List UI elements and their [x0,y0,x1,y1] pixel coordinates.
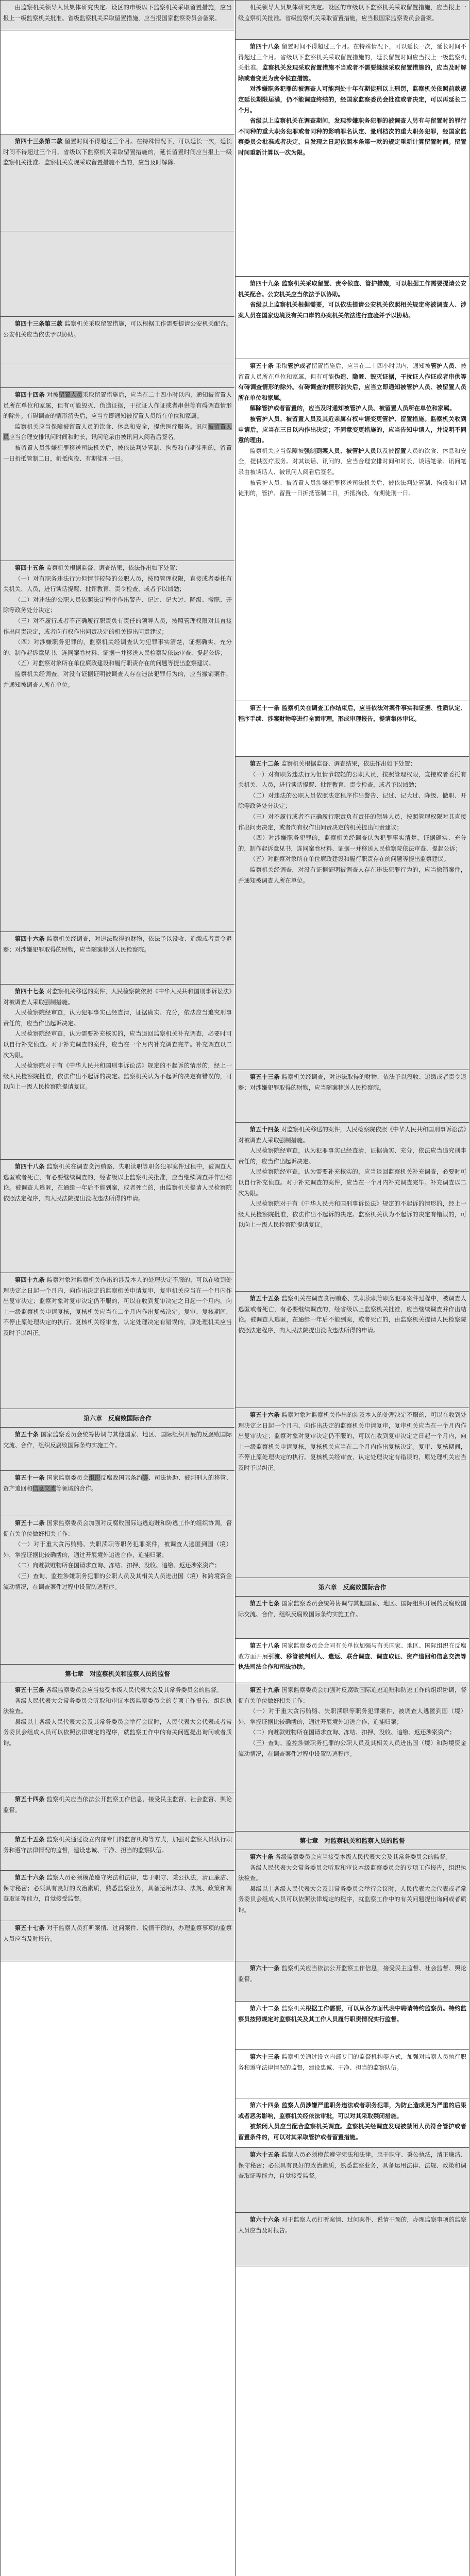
article-paragraph [3,443,232,464]
article-number: 第六十五条 [249,2151,280,2158]
article-text: 第六章 反腐败国际合作 [318,1584,387,1591]
article-number: 第五十六条 [249,1411,280,1418]
article-paragraph [238,1124,466,1145]
article-paragraph [238,1862,466,1884]
article-paragraph [238,1582,466,1593]
amended-law-column [235,0,469,2576]
article-number: 被管护人员、被留置人员及其近亲属有权申请变更管护、留置措施。监察机关收到申请后，应当在三日以内作出决定；不同意变更措施的，应当告知申请人，并说明不同意的理由。 [238,415,466,444]
article-text: （一）对于重大贪污贿赂、失职渎职等职务犯罪案件，被调查人逃匿到国（境）外，掌握证据比较确凿的，通过开展境外追逃合作，追捕归案； [3,1540,232,1558]
article-text: （二）向赃款赃物所在国请求查询、冻结、扣押、没收、追缴、返还涉案资产； [249,1728,456,1736]
left-row-9 [1,984,234,1159]
left-row-20 [1,1870,234,1921]
article-number: 第五十一条 [249,704,280,711]
article-text: 第六章 反腐败国际合作 [83,1415,152,1422]
right-row-19 [236,2098,469,2147]
left-row-2 [1,134,234,231]
article-text: 各级人民代表大会常务委员会听取和审议本级监察委员会的专项工作报告，组织执法检查。 [238,1863,466,1882]
original-law-column [0,0,234,2576]
article-paragraph [238,2149,466,2181]
article-text: 监察机关根据监督、调查结果，依法作出如下处置： [279,760,416,767]
article-text: 各级人民代表大会常务委员会听取和审议本级监察委员会的专项工作报告，组织执法检查。 [3,1697,232,1715]
article-paragraph [238,414,466,446]
article-text: 监察机关应当保障被 [249,447,304,454]
article-paragraph [238,41,466,83]
article-paragraph [3,1539,232,1560]
article-number: 对涉嫌职务犯罪的被调查人可能判处十年有期徒刑以上刑罚，监察机关依照前款规定延长期限届满，仍不能调查终结的，经国家监察委员会批准或者决定，可以再延长二个月。 [238,85,466,114]
right-row-17 [236,2001,469,2049]
article-number: 监察机关发现采取留置措施不当或者不需要继续采取留置措施的，应当及时解除或者变更为责令候查措施。 [238,64,466,82]
right-row-4 [236,701,469,756]
article-text: （三）查询、监控涉嫌职务犯罪的公职人员及其相关人员进出国（境）和跨境资金流动情况，在调查案件过程中设置防逃程序。 [3,1572,232,1590]
article-paragraph [238,1963,466,1984]
left-row-1 [1,30,234,134]
left-row-12 [1,1409,234,1427]
article-paragraph [3,658,232,669]
right-row-5 [236,756,469,1070]
left-row-18 [1,1792,234,1832]
article-paragraph [3,1669,232,1680]
article-text: 监察机关根据监督、调查结果，依法作出如下处置： [44,564,181,571]
article-number: 管护或者 [288,362,312,369]
article-number: 监察机关采取留置、责令候查、管护措施，可以根据工作需要提请公安机关配合。公安机关应当依法予以协助。 [238,280,466,298]
article-paragraph [3,1696,232,1717]
article-paragraph [3,934,232,955]
article-paragraph [238,1836,466,1846]
article-text: 监察机关在调查贪污贿赂、失职渎职等职务犯罪案件过程中，被调查人逃匿或者死亡，有必要继续调查的，经省级以上监察机关批准，应当继续调查并作出结论。被调查人逃匿，在通缉一年后不能到案，或者死亡的，由监察机关提请人民检察院依照法定程序，向人民法院提出没收违法所得的申请。 [3,1163,232,1202]
left-row-16 [1,1664,234,1683]
article-number: 第四十五条 [14,564,44,571]
article-text: 监察机关应当依法公开监察工作信息，接受民主监督、社会监督、舆论监督。 [3,1795,232,1814]
left-row-13 [1,1427,234,1470]
left-row-5 [1,364,234,387]
right-row-9 [236,1408,469,1578]
article-number: 第五十条 [14,1431,39,1438]
article-number: 第五十七条 [14,1924,45,1931]
article-text: 对监察机关移送的案件，人民检察院依照《中华人民共和国刑事诉讼法》对被调查人采取强制措施。 [238,1126,466,1144]
article-text: 人民检察院经审查，认为需要补充核实的，应当退回监察机关补充调查，必要时可以自行补充侦查。对于补充调查的案件，应当在一个月内补充调查完毕。补充调查以二次为限。 [3,1030,232,1059]
article-number: 第五十二条 [249,760,279,767]
left-row-21 [1,1921,234,1961]
article-paragraph [238,2,466,23]
article-number: 根据工作需要，可以从各方面代表中聘请特约监察员。特约监察员按照规定对监察机关及其工作人员履行职责情况实行监督。 [238,2005,466,2023]
article-paragraph [238,2003,466,2024]
left-row-8 [1,931,234,984]
article-number: 管护人员、 [430,362,461,369]
article-text: 县级以上各级人民代表大会及其常务委员会举行会议时，人民代表大会代表或者常务委员会组成人员可以依照法律规定的程序，就监察工作中的有关问题提出询问或者质询。 [238,1885,466,1913]
article-paragraph [3,1429,232,1450]
right-row-11 [236,1596,469,1638]
article-number: 第五十一条 [14,1474,45,1481]
article-text: 以及被 [376,447,395,454]
article-paragraph [238,361,466,403]
article-text: （三）对不履行或者不正确履行职责负有责任的领导人员，按照管理权限对其直接作出问责决定，或者向有权作出问责决定的机关提出问责建议； [3,617,232,635]
article-text: 由监察机关领导人员集体研究决定。设区的市级以下监察机关采取留置措施，应当报上一级监察机关批准。省级监察机关采取留置措施，应当报国家监察委员会备案。 [3,4,232,22]
article-text: 监察机关采取留置措施，可以根据工作需要提请公安机关配合。公安机关应当依法予以协助。 [3,320,232,338]
article-number: 第五十八条 [249,1642,280,1649]
right-row-18 [236,2049,469,2098]
left-row-14 [1,1470,234,1516]
article-paragraph [3,573,232,595]
article-text: 监察机关 [279,2005,306,2012]
article-paragraph [238,1410,466,1473]
article-number: 第四十八条 [249,43,280,50]
article-paragraph [3,1923,232,1944]
article-text: 监察机关经调查，对没有证据证明被调查人存在违法犯罪行为的，应当撤销案件，并通知被调查人所在单位。 [3,670,232,688]
article-paragraph [3,1413,232,1424]
article-paragraph [238,1884,466,1916]
article-paragraph [238,811,466,833]
article-text: 国家监察委员会统筹协调与其他国家、地区、国际组织开展的反腐败国际交流、合作，组织反腐败国际条约实施工作。 [3,1431,232,1449]
article-text: （一）对有职务违法行为但情节较轻的公职人员，按照管理权限，直接或者委托有关机关、人员，进行谈话提醒、批评教育、责令检查，或者予以诫勉； [3,574,232,593]
right-row-21 [236,2212,469,2266]
article-paragraph [238,2100,466,2121]
article-paragraph [3,669,232,690]
article-text: 人民检察院经审查，认为需要补充核实的，应当退回监察机关补充调查，必要时可以自行补充侦查。对于补充调查的案件，应当在一个月内补充调查完毕。补充调查以二次为限。 [238,1168,466,1197]
article-text: 机关领导人员集体研究决定。设区的市级以下监察机关采取留置措施，应当报上一级监察机关批准。省级监察机关采取留置措施，应当报国家监察委员会备案。 [238,4,466,22]
article-text: 应当合理安排讯问时间和时长，讯问笔录由被讯问人阅看后签名。 [9,433,179,441]
article-text: 监察机关应当保障被留置人员的饮食、休息和安全，提供医疗服务。讯问 [14,422,208,430]
article-number: 第六十一条 [249,1964,280,1972]
article-paragraph [238,446,466,478]
right-row-13 [236,1683,469,1831]
article-text: 监察对象对监察机关作出的涉及本人的处理决定不服的，可以在收到处理决定之日起一个月内，向作出决定的监察机关申请复审，复审机关应当在一个月内作出复审决定；监察对象对复审决定仍不服的，可以在收到复审决定之日起一个月内，向上一级监察机关申请复核，复核机关应当在二个月内作出复核决定。复审、复核期间，不停止原处理决定的执行。复核机关经审查，认定处理决定有错误的，原处理机关应当及时予以纠正。 [238,1411,466,1471]
article-paragraph [238,115,466,158]
article-text: 国家监察委员会加强对反腐败国际追逃追赃和防逃工作的组织协调，督促有关单位做好相关工作： [238,1686,466,1704]
article-paragraph [3,1685,232,1696]
article-paragraph [3,1717,232,1749]
article-number: 第五十九条 [249,1686,280,1693]
article-paragraph [238,1598,466,1619]
article-text: （二）向赃款赃物所在国请求查询、冻结、扣押、没收、追缴、返还涉案资产； [14,1562,221,1569]
article-paragraph [238,1685,466,1706]
article-text: 监察对象对监察机关作出的涉及本人的处理决定不服的，可以在收到处理决定之日起一个月内，向作出决定的监察机关申请复审，复审机关应当在一个月内作出复审决定；监察对象对复审决定仍不服的，可以在收到复审决定之日起一个月内，向上一级监察机关申请复核，复核机关应当在二个月内作出复核决定。复审、复核期间，不停止原处理决定的执行。复核机关经审查，认定处理决定有错误的，原处理机关应当及时予以纠正。 [3,1276,232,1336]
article-text: 采取 [274,362,288,369]
article-paragraph [3,1060,232,1092]
article-paragraph [3,389,232,421]
left-row-19 [1,1832,234,1870]
article-text: 被留置人员涉嫌犯罪移送司法机关后，被依法判处管制、拘役和有期徒刑的，留置一日折抵管制二日，折抵拘役、有期徒刑一日。 [3,444,232,462]
article-paragraph [238,478,466,499]
article-number: 第四十九条 [14,1276,45,1283]
right-row-12 [236,1638,469,1683]
right-row-1 [236,39,469,276]
article-text: 人民检察院对于有《中华人民共和国刑事诉讼法》规定的不起诉的情形的，经上一级人民检察院批准，依法作出不起诉的决定。监察机关认为不起诉的决定有错误的，可以向上一级人民检察院提请复议。 [3,1062,232,1091]
right-row-20 [236,2147,469,2212]
article-paragraph [3,1275,232,1338]
article-text: 留置时间不得超过三个月。在特殊情况下，可以延长一次，延长时间不得超过三个月。省级以下监察机关采取留置措施的，延长留置时间应当报上一级监察机关批准。监察机关发现采取留置措施不当的，应当及时解除。 [3,138,232,166]
article-text: 县级以上各级人民代表大会及其常务委员会举行会议时，人民代表大会代表或者常务委员会组成人员可以依照法律规定的程序，就监察工作中的有关问题提出询问或者质询。 [3,1718,232,1747]
right-row-16 [236,1961,469,2001]
article-text: 、司法协助、被判刑人的移管、资产追回和 [3,1474,232,1492]
right-row-14 [236,1831,469,1850]
article-paragraph [3,318,232,340]
article-paragraph [238,790,466,811]
right-row-7 [236,1122,469,1291]
article-paragraph [238,758,466,769]
article-text: 留置时间不得超过三个月。在特殊情况下，可以延长一次，延长时间不得超过三个月。省级以下监察机关采取留置措施的，延长留置时间应当报上一级监察机关批准。 [238,43,466,72]
article-number: 监察机关在调查工作结束后，应当依法对案件事实和证据、性质认定、程序手续、涉案财物等进行全面审理，形成审理报告，提请集体审议。 [238,704,466,722]
article-text: 采取留置措施后，应当在二十四小时以内，通知被留置人员所在单位和家属，但有可能毁灭、伪造证据，干扰证人作证或者串供等有碍调查情形的除外。有碍调查的情形消失后，应当立即通知被留置人员所在单位和家属。 [3,391,232,420]
article-text: 监察机关经调查，对没有证据证明被调查人存在违法犯罪行为的，应当撤销案件，并通知被调查人所在单位。 [238,866,466,884]
right-row-10 [236,1578,469,1596]
article-paragraph [238,1727,466,1738]
article-number: 第四十三条第三款 [14,320,63,327]
article-text: 对被 [44,391,59,398]
right-filler [236,2266,469,2576]
article-text: 留置措施后，应当在二十四小时以内，通知被 [311,362,431,369]
article-number: 留置 [394,447,407,454]
article-number: 第六十六条 [249,2216,280,2223]
article-number: 第四十七条 [14,988,44,995]
article-number: 第四十九条 [249,280,280,287]
article-number: 被禁闭人员应当配合监察机关调查。监察机关经调查发现被禁闭人员符合管护或者留置条件的，可以对其采取管护或者留置措施。 [238,2123,466,2141]
article-text: 反腐败国际条约 [100,1474,143,1481]
article-paragraph [3,1560,232,1571]
article-number: 第五十四条 [249,1126,279,1133]
article-text: （四）对涉嫌职务犯罪的，监察机关经调查认为犯罪事实清楚，证据确实、充分的，制作起诉意见书，连同案卷材料、证据一并移送人民检察院依法审查、提起公诉； [3,638,232,656]
article-text: 各级监察委员会应当接受本级人民代表大会及其常务委员会的监督。 [273,1853,451,1860]
article-text: 组织 [88,1474,101,1481]
article-number: 第四十四条 [14,391,45,398]
article-number: 第六十条 [249,1853,274,1860]
right-row-8 [236,1291,469,1408]
left-row-15 [1,1516,234,1664]
article-number: 第四十八条 [14,1163,45,1170]
left-row-4 [1,316,234,364]
article-paragraph [238,1738,466,1759]
article-text: 监察机关通过设立内部专门的监督机构等方式，加强对监察人员执行职务和遵守法律情况的监督，建设忠诚、干净、担当的监察队伍。 [238,2053,466,2071]
left-row-6 [1,387,234,561]
article-text: 监察机关通过设立内部专门的监督机构等方式，加强对监察人员执行职务和遵守法律情况的监督，建设忠诚、干净、担当的监察队伍。 [3,1836,232,1854]
article-text: 监察人员必须模范遵守宪法和法律，忠于职守、秉公执法，清正廉洁、保守秘密；必须具有良好的政治素质，熟悉监察业务，具备运用法律、法规、政策和调查取证等能力，自觉接受监督。 [3,1874,232,1903]
article-paragraph [3,563,232,573]
left-row-17 [1,1683,234,1792]
article-paragraph [3,1028,232,1060]
article-text: 国家监察委员会统筹协调与其他国家、地区、国际组织开展的反腐败国际交流、合作，组织反腐败国际条约实施工作。 [238,1600,466,1618]
article-text: 被留置人员所在单位和家属，但有可能 [238,362,466,380]
article-paragraph [238,703,466,724]
article-number: 第六十二条 [249,2005,280,2012]
right-row-3 [236,359,469,701]
article-paragraph [238,83,466,115]
article-number: 强制到案人员、被管护人员 [304,447,377,454]
left-row-11 [1,1273,234,1409]
right-row-6 [236,1070,469,1122]
article-text: 第七章 对监察机关和监察人员的监督 [299,1837,405,1844]
article-paragraph [3,136,232,168]
article-paragraph [238,278,466,299]
article-text: （一）对于重大贪污贿赂、失职渎职等职务犯罪案件，被调查人逃匿到国（境）外，掌握证据比较确凿的，通过开展境外追逃合作，追捕归案； [238,1707,466,1725]
article-number: 第六十三条 [249,2053,280,2060]
article-number: 第五十条 [249,362,274,369]
article-paragraph [238,1198,466,1230]
article-text: （一）对有职务违法行为但情节较轻的公职人员，按照管理权限，直接或者委托有关机关、人员，进行谈话提醒、批评教育、责令检查，或者予以诫勉； [238,770,466,789]
article-paragraph [3,1571,232,1592]
article-number: 解除管护或者留置的，应当及时通知被管护人员、被留置人员所在单位和家属。 [249,404,456,412]
article-paragraph [238,769,466,790]
article-text: 对于监察人员打听案情、过问案件、说情干预的，办理监察事项的监察人员应当及时报告。 [238,2216,466,2234]
article-text: 监察机关应当依法公开监察工作信息，接受民主监督、社会监督、舆论监督。 [238,1964,466,1982]
article-text: 人民检察院对于有《中华人民共和国刑事诉讼法》规定的不起诉的情形的，经上一级人民检察院批准，依法作出不起诉的决定。监察机关认为不起诉的决定有错误的，可以向上一级人民检察院提请复议。 [238,1200,466,1229]
article-number: 伪造、隐匿、毁灭证据，干扰证人作证或者串供等有碍调查情形的除外。有碍调查的情形消失后，应当立即通知被管护人员、被留置人员所在单位和家属。 [238,372,466,401]
article-text: 对于监察人员打听案情、过问案件、说情干预的，办理监察事项的监察人员应当及时报告。 [3,1924,232,1942]
article-paragraph [238,1852,466,1862]
article-paragraph [238,854,466,865]
article-text: （二）对违法的公职人员依照法定程序作出警告、记过、记大过、降级、撤职、开除等政务处分决定； [3,596,232,614]
article-text: 信息交流 [32,1484,56,1492]
article-paragraph [238,2052,466,2073]
left-row-0 [1,0,234,30]
article-text: 国家监察委员会 [44,1474,89,1481]
article-paragraph [3,1472,232,1494]
article-paragraph [3,421,232,443]
left-row-10 [1,1159,234,1273]
article-text: （三）查询、监控涉嫌职务犯罪的公职人员及其相关人员进出国（境）和跨境资金流动情况，在调查案件过程中设置防逃程序。 [238,1739,466,1757]
article-number: 省级以上监察机关在调查期间，发现涉嫌职务犯罪的被调查人另有与留置时的罪行不同种的重大职务犯罪或者同种的影响罪名认定、量刑档次的重大职务犯罪，经国家监察委员会批准或者决定，自发现之日起依照本条第一款的规定重新计算留置时间。留置时间重新计算以一次为限。 [238,117,466,156]
article-text: 各级监察委员会应当接受本级人民代表大会及其常务委员会的监督。 [44,1686,223,1693]
article-number: 第五十六条 [14,1874,45,1881]
article-paragraph [3,2,232,23]
article-number: 第四十六条 [14,935,45,942]
article-paragraph [238,1706,466,1727]
article-text: 被管护人员、被留置人员涉嫌犯罪移送司法机关后，被依法判处管制、拘役和有期徒刑的，管护、留置一日折抵管制二日，折抵拘役、有期徒刑一日。 [238,479,466,497]
article-paragraph [3,1872,232,1904]
left-row-3 [1,231,234,316]
article-number: 引渡、移管被判刑人、遣返、联合调查、调查取证、资产追回和信息交流等执法司法合作和司法协助。 [238,1652,466,1671]
article-paragraph [238,1640,466,1672]
article-paragraph [238,833,466,854]
article-text: （五）对监察对象所在单位廉政建设和履行职责存在的问题等提出监察建议。 [249,855,450,863]
article-number: 第五十五条 [14,1836,45,1843]
article-number: 省级以上监察机关根据需要，可以依法提请公安机关依照相关规定将被调查人、涉案人员在国家边境及有关口岸的办案机关依法进行查验并予以协助。 [238,301,466,319]
article-number: 第四十三条第二款 [14,138,63,145]
article-paragraph [238,1072,466,1093]
article-number: 第五十三条 [14,1686,44,1693]
article-text: （五）对监察对象所在单位廉政建设和履行职责存在的问题等提出监察建议。 [14,659,215,667]
article-text: 第七章 对监察机关和监察人员的监督 [64,1670,170,1677]
article-text: 人员的饮食、休息和安全，提供医疗服务。对其谈话、讯问的，应当合理安排时间和时长，谈话笔录、讯问笔录由被谈话人、被讯问人阅看后签名。 [238,447,466,476]
article-paragraph [238,299,466,320]
article-paragraph [3,1518,232,1539]
article-paragraph [3,986,232,1007]
right-row-0 [236,0,469,39]
article-paragraph [238,1293,466,1335]
article-paragraph [238,1166,466,1198]
article-text: （三）对不履行或者不正确履行职责负有责任的领导人员，按照管理权限对其直接作出问责决定，或者向有权作出问责决定的机关提出问责建议； [238,812,466,831]
article-number: 第五十三条 [249,1073,280,1080]
article-text: 留置人员 [58,391,83,398]
article-paragraph [3,616,232,637]
article-paragraph [238,2214,466,2235]
article-paragraph [238,1145,466,1166]
left-filler [1,1961,234,2576]
article-text: 国家监察委员会加强对反腐败国际追逃追赃和防逃工作的组织协调，督促有关单位做好相关工作： [3,1519,232,1537]
article-text: （四）对涉嫌职务犯罪的，监察机关经调查认为犯罪事实清楚，证据确实、充分的，制作起诉意见书，连同案卷材料、证据一并移送人民检察院依法审查、提起公诉； [238,834,466,852]
article-number: 第五十二条 [14,1519,45,1527]
right-row-15 [236,1850,469,1961]
article-number: 第五十四条 [14,1795,45,1803]
article-text: 监察机关在调查贪污贿赂、失职渎职等职务犯罪案件过程中，被调查人逃匿或者死亡，有必要继续调查的，经省级以上监察机关批准，应当继续调查并作出结论。被调查人逃匿，在通缉一年后不能到案，或者死亡的，由监察机关提请人民检察院依照法定程序，向人民法院提出没收违法所得的申请。 [238,1295,466,1334]
left-row-7 [1,561,234,931]
article-paragraph [3,595,232,616]
article-text: 等 [142,1474,148,1481]
article-text: （二）对违法的公职人员依照法定程序作出警告、记过、记大过、降级、撤职、开除等政务处分决定； [238,791,466,810]
article-paragraph [3,1834,232,1855]
article-text: 等领域的合作。 [56,1484,97,1492]
article-paragraph [238,865,466,886]
article-text: 对监察机关移送的案件，人民检察院依照《中华人民共和国刑事诉讼法》对被调查人采取强制措施。 [3,988,232,1006]
article-number: 第五十五条 [249,1295,280,1302]
article-text: 监察机关经调查，对违法取得的财物，依法予以没收、追缴或者责令退赔；对涉嫌犯罪取得的财物，应当随案移送人民检察院。 [3,935,232,953]
article-paragraph [3,1794,232,1815]
article-text: 被留置人员 [3,422,232,441]
article-number: 监察人员涉嫌严重职务违法或者职务犯罪，为防止造成更为严重的后果或者恶劣影响，监察机关经依法审批，可以对其采取禁闭措施。 [238,2102,466,2120]
article-paragraph [3,1007,232,1028]
article-paragraph [238,2121,466,2142]
article-paragraph [238,403,466,414]
article-number: 第六十四条 [249,2102,280,2109]
article-text: 人民检察院经审查，认为犯罪事实已经查清，证据确实、充分，依法应当追究刑事责任的，应当作出起诉决定。 [3,1009,232,1027]
article-text: 国家监察委员会会同有关单位加强与有关国家、地区、国际组织在反腐败方面开展 [238,1642,466,1660]
right-row-2 [236,276,469,359]
article-text: 监察机关经调查，对违法取得的财物，依法予以没收、追缴或者责令退赔；对涉嫌犯罪取得的财物，应当随案移送人民检察院。 [238,1073,466,1091]
article-number: 第五十七条 [249,1600,280,1607]
article-text: 监察人员必须模范遵守宪法和法律，忠于职守、秉公执法，清正廉洁、保守秘密；必须具有良好的政治素质，熟悉监察业务，具备运用法律、法规、政策和调查取证等能力，自觉接受监督。 [238,2151,466,2180]
article-text: 人民检察院经审查，认为犯罪事实已经查清，证据确实、充分，依法应当追究刑事责任的，应当作出起诉决定。 [238,1147,466,1165]
article-paragraph [3,637,232,658]
article-paragraph [3,1161,232,1204]
